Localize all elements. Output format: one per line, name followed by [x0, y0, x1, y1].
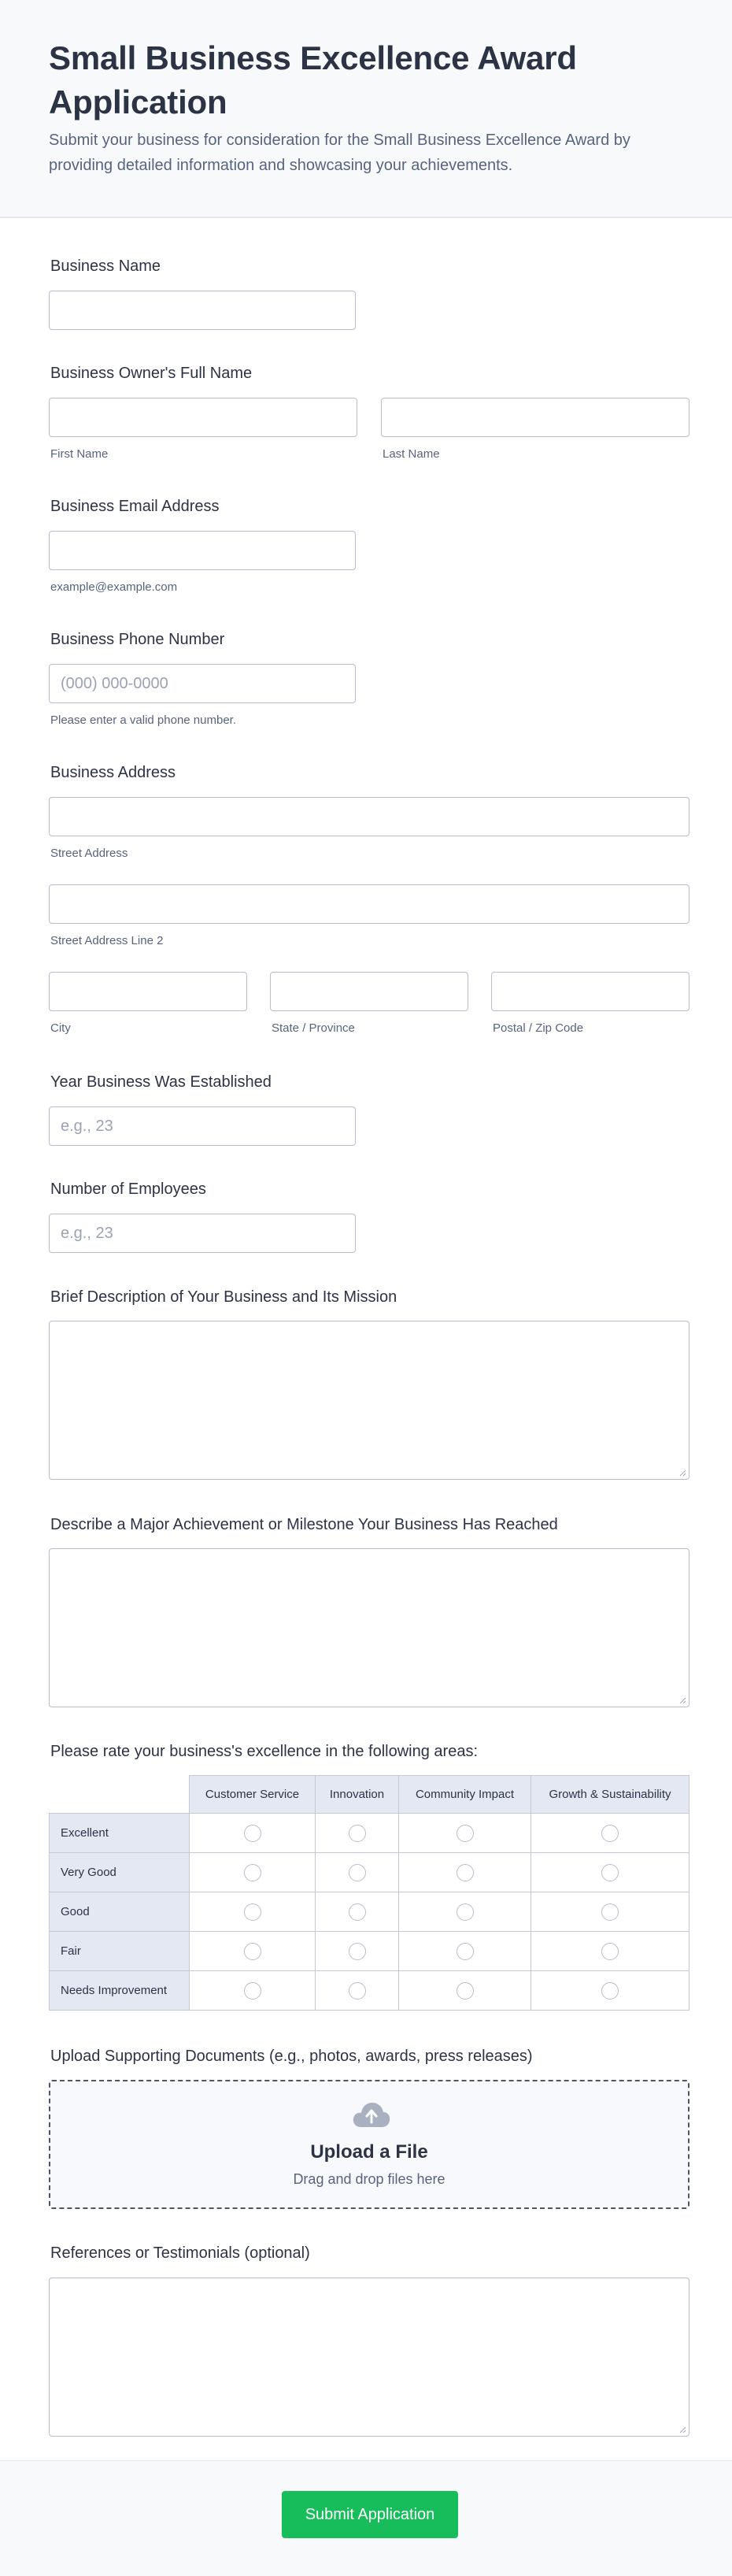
- rating-radio[interactable]: [601, 1825, 619, 1842]
- form-footer: [0, 2460, 732, 2576]
- matrix-row: [50, 1932, 689, 1971]
- rating-radio[interactable]: [457, 1864, 474, 1881]
- matrix-column-header: Customer Service: [190, 1776, 316, 1814]
- email-hint: example@example.com: [50, 580, 178, 594]
- rating-radio[interactable]: [601, 1903, 619, 1921]
- matrix-row-label: Excellent: [50, 1814, 190, 1853]
- rating-radio[interactable]: [244, 1864, 261, 1881]
- street-address-2-sublabel: Street Address Line 2: [50, 934, 164, 947]
- last-name-input[interactable]: [381, 398, 689, 437]
- matrix-row: [50, 1814, 689, 1853]
- references-label: References or Testimonials (optional): [50, 2244, 310, 2262]
- rating-radio[interactable]: [349, 1864, 366, 1881]
- state-sublabel: State / Province: [272, 1021, 355, 1035]
- rating-radio[interactable]: [601, 1982, 619, 2000]
- first-name-sublabel: First Name: [50, 447, 109, 461]
- employees-label: Number of Employees: [50, 1181, 206, 1198]
- city-input[interactable]: [49, 972, 247, 1011]
- rating-radio[interactable]: [601, 1943, 619, 1960]
- rating-matrix: [49, 1775, 689, 2011]
- zip-input[interactable]: [491, 972, 689, 1011]
- matrix-row-label: Fair: [50, 1932, 190, 1971]
- matrix-row-label: Needs Improvement: [50, 1971, 190, 2011]
- phone-input[interactable]: (000) 000-0000: [49, 664, 356, 703]
- resize-handle-icon[interactable]: [678, 1696, 686, 1704]
- matrix-row: [50, 1853, 689, 1892]
- phone-hint: Please enter a valid phone number.: [50, 713, 236, 727]
- rating-radio[interactable]: [457, 1903, 474, 1921]
- matrix-column-header: Innovation: [316, 1776, 399, 1814]
- cloud-upload-icon: [352, 2100, 391, 2129]
- street-address-sublabel: Street Address: [50, 847, 128, 860]
- resize-handle-icon[interactable]: [678, 1469, 686, 1477]
- matrix-row: [50, 1892, 689, 1932]
- employees-input[interactable]: e.g., 23: [49, 1214, 356, 1253]
- rating-radio[interactable]: [244, 1903, 261, 1921]
- business-name-input[interactable]: [49, 291, 356, 330]
- matrix-row-label: Good: [50, 1892, 190, 1932]
- file-upload-dropzone[interactable]: [49, 2080, 689, 2209]
- year-established-input[interactable]: e.g., 23: [49, 1106, 356, 1146]
- submit-button[interactable]: Submit Application: [282, 2491, 458, 2538]
- upload-subtitle: Drag and drop files here: [293, 2171, 445, 2187]
- matrix-row-label: Very Good: [50, 1853, 190, 1892]
- page-subtitle: Submit your business for consideration for the Small Business Excellence Award by providing detailed information and showcasing your achievements.: [49, 132, 630, 174]
- rating-radio[interactable]: [349, 1903, 366, 1921]
- rating-radio[interactable]: [349, 1825, 366, 1842]
- year-established-label: Year Business Was Established: [50, 1073, 272, 1091]
- matrix-column-header: Growth & Sustainability: [531, 1776, 689, 1814]
- references-textarea[interactable]: [49, 2278, 689, 2437]
- upload-label: Upload Supporting Documents (e.g., photos, awards, press releases): [50, 2048, 533, 2065]
- rating-radio[interactable]: [244, 1825, 261, 1842]
- rating-label: Please rate your business's excellence in the following areas:: [50, 1743, 479, 1760]
- rating-radio[interactable]: [457, 1943, 474, 1960]
- owner-name-label: Business Owner's Full Name: [50, 365, 253, 382]
- matrix-row: [50, 1971, 689, 2011]
- phone-label: Business Phone Number: [50, 631, 225, 648]
- page-title: Small Business Excellence Award Application: [49, 39, 577, 120]
- rating-radio[interactable]: [457, 1982, 474, 2000]
- description-textarea[interactable]: [49, 1321, 689, 1480]
- description-label: Brief Description of Your Business and Its Mission: [50, 1288, 397, 1306]
- resize-handle-icon[interactable]: [678, 2426, 686, 2433]
- achievement-textarea[interactable]: [49, 1548, 689, 1707]
- street-address-input[interactable]: [49, 797, 689, 836]
- first-name-input[interactable]: [49, 398, 357, 437]
- state-input[interactable]: [270, 972, 468, 1011]
- rating-radio[interactable]: [349, 1943, 366, 1960]
- email-label: Business Email Address: [50, 498, 220, 515]
- rating-radio[interactable]: [244, 1982, 261, 2000]
- achievement-label: Describe a Major Achievement or Milestone Your Business Has Reached: [50, 1516, 558, 1533]
- matrix-corner: [50, 1776, 190, 1814]
- form-header: [0, 0, 732, 218]
- upload-title: Upload a File: [310, 2141, 428, 2163]
- zip-sublabel: Postal / Zip Code: [493, 1021, 584, 1035]
- rating-radio[interactable]: [244, 1943, 261, 1960]
- email-input[interactable]: [49, 531, 356, 570]
- rating-radio[interactable]: [349, 1982, 366, 2000]
- rating-radio[interactable]: [601, 1864, 619, 1881]
- last-name-sublabel: Last Name: [383, 447, 440, 461]
- street-address-2-input[interactable]: [49, 884, 689, 924]
- rating-radio[interactable]: [457, 1825, 474, 1842]
- matrix-column-header: Community Impact: [399, 1776, 531, 1814]
- city-sublabel: City: [50, 1021, 71, 1035]
- business-name-label: Business Name: [50, 258, 161, 275]
- address-label: Business Address: [50, 764, 176, 781]
